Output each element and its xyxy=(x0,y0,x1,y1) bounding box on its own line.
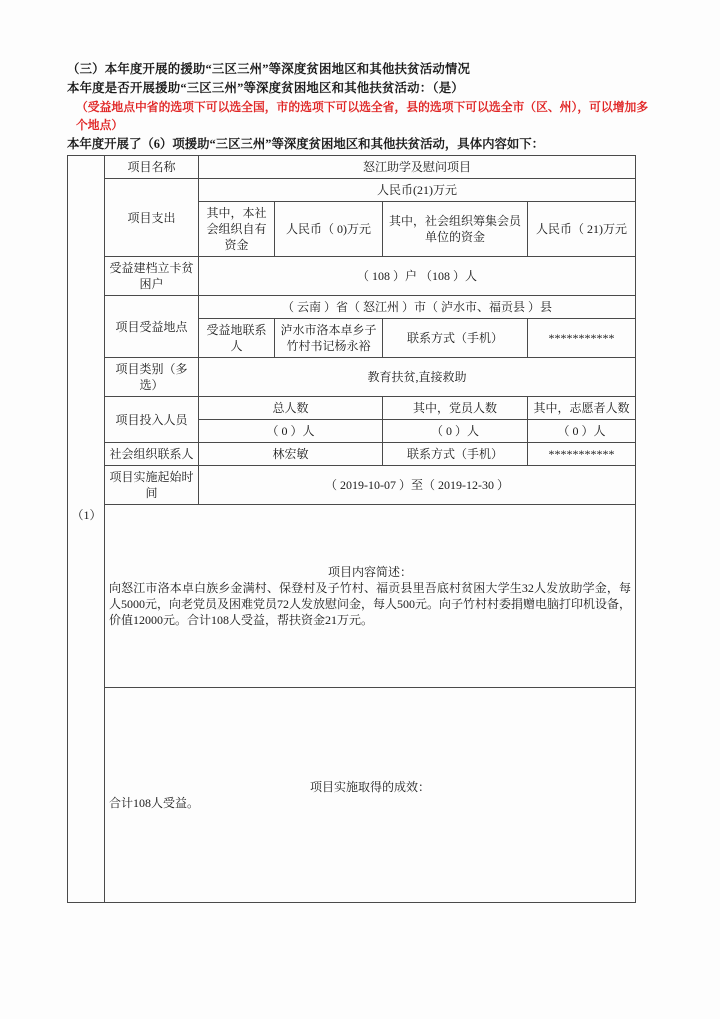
label-description-title: 项目内容简述： xyxy=(328,565,413,579)
section-note-line-1: （受益地点中省的选项下可以选全国，市的选项下可以选全省，县的选项下可以选全市（区、州），可以增加多 xyxy=(76,100,649,114)
label-outcome-title: 项目实施取得的成效： xyxy=(310,780,431,794)
activity-table-wrapper xyxy=(67,155,635,903)
table-row-category xyxy=(68,358,636,397)
value-project-name: 怒江助学及慰问项目 xyxy=(199,156,636,179)
section-heading: （三）本年度开展的援助“三区三州”等深度贫困地区和其他扶贫活动情况 xyxy=(67,62,471,76)
value-staff-party: （ 0 ）人 xyxy=(383,420,528,443)
cell-outcome xyxy=(105,688,636,903)
cell-description xyxy=(105,505,636,688)
label-category: 项目类别（多选） xyxy=(105,358,199,397)
table-row-beneficiary-households xyxy=(68,257,636,296)
value-category: 教育扶贫,直接救助 xyxy=(199,358,636,397)
table-row-location-region xyxy=(68,296,636,319)
label-location-contact: 受益地联系人 xyxy=(199,319,275,358)
table-row-project-name xyxy=(68,156,636,179)
value-org-contact-phone: *********** xyxy=(528,443,636,466)
table-row-description xyxy=(68,505,636,688)
row-index-cell xyxy=(68,156,105,903)
value-staff-total: （ 0 ）人 xyxy=(199,420,383,443)
label-location: 项目受益地点 xyxy=(105,296,199,358)
value-staff-volunteer: （ 0 ）人 xyxy=(528,420,636,443)
value-location-region: （ 云南 ）省（ 怒江州 ）市（ 泸水市、福贡县 ）县 xyxy=(199,296,636,319)
table-row-expenditure-total xyxy=(68,179,636,202)
section-note-line-2: 个地点） xyxy=(76,118,124,132)
section-summary: 本年度开展了（6）项援助“三区三州”等深度贫困地区和其他扶贫活动，具体内容如下： xyxy=(67,137,545,151)
label-location-phone: 联系方式（手机） xyxy=(383,319,528,358)
value-period: （ 2019-10-07 ）至（ 2019-12-30 ） xyxy=(199,466,636,505)
table-row-org-contact xyxy=(68,443,636,466)
table-row-period xyxy=(68,466,636,505)
value-own-fund: 人民币（ 0)万元 xyxy=(275,202,383,257)
value-location-phone: *********** xyxy=(528,319,636,358)
activity-table xyxy=(67,155,636,903)
label-raised-fund: 其中，社会组织筹集会员单位的资金 xyxy=(383,202,528,257)
header-staff-volunteer: 其中，志愿者人数 xyxy=(528,397,636,420)
value-outcome-body: 合计108人受益。 xyxy=(109,796,200,810)
section-headings xyxy=(67,60,667,154)
header-staff-party: 其中，党员人数 xyxy=(383,397,528,420)
value-org-contact-name: 林宏敏 xyxy=(199,443,383,466)
value-beneficiary-households: （ 108 ）户 （108 ）人 xyxy=(199,257,636,296)
header-staff-total: 总人数 xyxy=(199,397,383,420)
row-index-label: （1） xyxy=(71,508,102,522)
value-expenditure-total: 人民币(21)万元 xyxy=(199,179,636,202)
table-row-staff-headers xyxy=(68,397,636,420)
label-project-name: 项目名称 xyxy=(105,156,199,179)
section-question: 本年度是否开展援助“三区三州”等深度贫困地区和其他扶贫活动：（是） xyxy=(67,81,464,95)
label-own-fund: 其中，本社会组织自有资金 xyxy=(199,202,275,257)
label-expenditure: 项目支出 xyxy=(105,179,199,257)
label-org-contact-phone: 联系方式（手机） xyxy=(383,443,528,466)
value-description-body: 向怒江市洛本卓白族乡金满村、保登村及子竹村、福贡县里吾底村贫困大学生32人发放助学金，每人5000元，向老党员及困难党员72人发放慰问金，每人500元。向子竹村村委捐赠电脑打印机设备，价值12000元。合计108人受益，帮扶资金21万元。 xyxy=(109,581,632,627)
label-staff: 项目投入人员 xyxy=(105,397,199,443)
label-org-contact: 社会组织联系人 xyxy=(105,443,199,466)
table-row-outcome xyxy=(68,688,636,903)
value-location-contact: 泸水市洛本卓乡子竹村书记杨永裕 xyxy=(275,319,383,358)
label-beneficiary-households: 受益建档立卡贫困户 xyxy=(105,257,199,296)
value-raised-fund: 人民币（ 21)万元 xyxy=(528,202,636,257)
label-period: 项目实施起始时间 xyxy=(105,466,199,505)
